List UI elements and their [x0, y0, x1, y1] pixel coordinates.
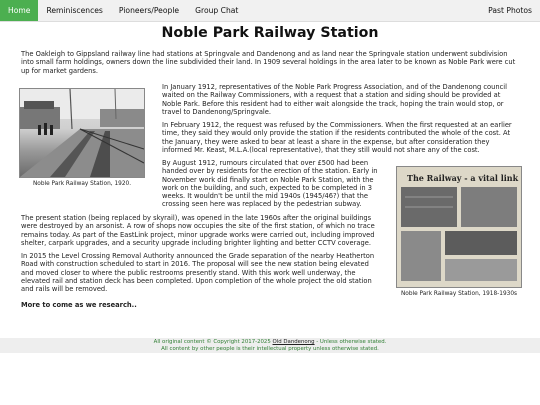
- figure-1920: [19, 88, 145, 187]
- text-column-middle: [162, 159, 390, 209]
- nav-reminiscences[interactable]: Reminiscences: [46, 6, 103, 15]
- railway-article-drawing: [397, 167, 521, 287]
- figure-1918-caption: Noble Park Railway Station, 1918-1930s: [400, 291, 518, 297]
- footer-ip-notice: All content by other people is their intellectual property unless otherwise stated.: [161, 345, 379, 352]
- paragraph-jan-1912: In January 1912, representatives of the Noble Park Progress Association, and of the Dandenong council waited on the Railway Commissioners, with a request that a station and siding should be provided at Noble Park. Before this resident had to either wait alongside the track, hoping the train would stop, or travel to Dandenong/Springvale.: [162, 83, 507, 116]
- footer: [0, 338, 540, 353]
- top-nav: [0, 0, 540, 22]
- main-content: [21, 50, 521, 75]
- nav-home[interactable]: Home: [0, 0, 38, 21]
- text-column-lower: [21, 214, 381, 309]
- footer-copyright-suffix: - Unless otherwise stated.: [314, 339, 387, 345]
- paragraph-2015: In 2015 the Level Crossing Removal Authority announced the Grade separation of the nearby Heatherton Road with construction scheduled to start in 2016. The proposal will see the new station being elevated and moved closer to where the public restrooms presently stand. With this work well underway, the elevated rail and station deck has been completed. Upon completion of the whole project the old station and rails will be removed.: [21, 252, 375, 294]
- station-photo-drawing: [20, 89, 144, 177]
- railway-article-photo[interactable]: [396, 166, 522, 288]
- page-title: Noble Park Railway Station: [161, 25, 379, 41]
- paragraph-feb-1912: In February 1912, the request was refused by the Commissioners. When the first requested at an earlier time, they said they would only provide the station if the residents contributed the whole of the cost. At the January, they were asked to bear at least a share in the expense, but after consideration they informed Mr. Keast, M.L.A.(local representative), that they still would not share any of the cost.: [162, 121, 512, 155]
- nav-spacer: [246, 0, 480, 21]
- paragraph-present-station: The present station (being replaced by skyrail), was opened in the late 1960s after the original buildings were destroyed by an arsonist. A row of shops now occupies the site of the first station, of which no trace remains today. As part of the EastLink project, minor upgrade works were carried out, including improved shelter, carpark upgrades, and a security upgrade including brighter lighting and better CCTV coverage.: [21, 214, 375, 247]
- figure-1920-caption: Noble Park Railway Station, 1920.: [32, 181, 132, 187]
- more-to-come: More to come as we research..: [21, 300, 137, 309]
- old-dandenong-link[interactable]: Old Dandenong: [272, 339, 315, 345]
- nav-past-photos[interactable]: Past Photos: [488, 6, 532, 15]
- article-headline: The Railway - a vital link: [407, 173, 519, 183]
- nav-pioneers-people[interactable]: Pioneers/People: [118, 6, 180, 15]
- footer-copyright: [0, 339, 540, 346]
- station-photo-1920[interactable]: [19, 88, 145, 178]
- footer-copyright-text: All original content © Copyright 2017-2025: [153, 339, 273, 345]
- figure-1918: [396, 166, 522, 297]
- paragraph-aug-1912: By August 1912, rumours circulated that over £500 had been handed over by residents for the erection of the station. Early in November work did finally start on Noble Park Station, with the work on the building, and such, expected to be completed in 3 weeks. It wouldn't be until the mid 1940s (1945/46?) that the crossing seen here was replaced by the pedestrian subway.: [162, 159, 378, 209]
- nav-group-chat[interactable]: Group Chat: [195, 6, 239, 15]
- text-column-upper: [162, 83, 520, 154]
- paragraph-intro: The Oakleigh to Gippsland railway line had stations at Springvale and Dandenong and as land near the Springvale station underwent subdivision into small farm holdings, owners down the line subdivided their land. In 1909 several holdings in the area later to be known as Noble Park were cut up for market gardens.: [21, 50, 516, 75]
